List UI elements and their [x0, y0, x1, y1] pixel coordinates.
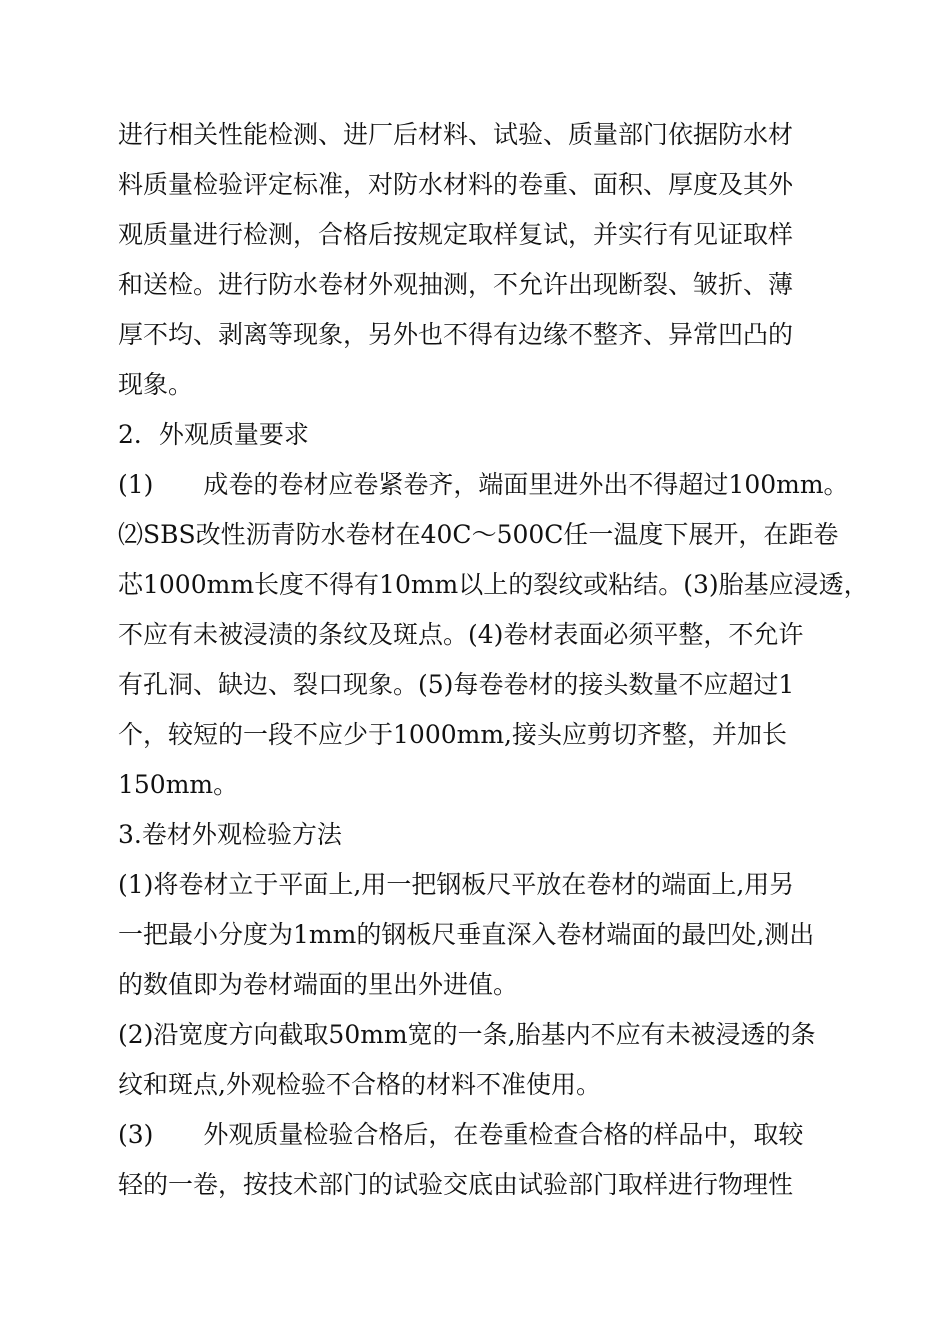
text-line: 不应有未被浸渍的条纹及斑点。(4)卷材表面必须平整，不允许 [118, 620, 804, 649]
text-line: 150mm。 [118, 770, 239, 799]
text-line: (3) 外观质量检验合格后，在卷重检查合格的样品中，取较 [118, 1120, 804, 1149]
text-line: 轻的一卷，按技术部门的试验交底由试验部门取样进行物理性 [118, 1170, 794, 1199]
text-line: 和送检。进行防水卷材外观抽测，不允许出现断裂、皱折、薄 [118, 270, 794, 299]
section-heading: 3.卷材外观检验方法 [118, 820, 342, 849]
text-line: 观质量进行检测，合格后按规定取样复试，并实行有见证取样 [118, 220, 794, 249]
text-line: 进行相关性能检测、进厂后材料、试验、质量部门依据防水材 [118, 120, 794, 149]
text-line: 纹和斑点,外观检验不合格的材料不准使用。 [118, 1070, 601, 1099]
text-line: (2)沿宽度方向截取50mm宽的一条,胎基内不应有未被浸透的条 [118, 1020, 816, 1049]
text-line: 一把最小分度为1mm的钢板尺垂直深入卷材端面的最凹处,测出 [118, 920, 815, 949]
text-line: ⑵SBS改性沥青防水卷材在40C〜500C任一温度下展开，在距卷 [118, 520, 839, 549]
document-body [118, 110, 869, 1210]
text-line: (1)将卷材立于平面上,用一把钢板尺平放在卷材的端面上,用另 [118, 870, 795, 899]
text-line: 料质量检验评定标准，对防水材料的卷重、面积、厚度及其外 [118, 170, 794, 199]
text-line: 的数值即为卷材端面的里出外进值。 [118, 970, 519, 999]
text-line: 现象。 [118, 370, 194, 399]
text-line: 有孔洞、缺边、裂口现象。(5)每卷卷材的接头数量不应超过1 [118, 670, 795, 699]
text-line: 个，较短的一段不应少于1000mm,接头应剪切齐整，并加长 [118, 720, 787, 749]
section-heading: 2．外观质量要求 [118, 420, 309, 449]
text-line: (1) 成卷的卷材应卷紧卷齐，端面里进外出不得超过100mm。 [118, 470, 849, 499]
text-line: 厚不均、剥离等现象，另外也不得有边缘不整齐、异常凹凸的 [118, 320, 794, 349]
text-line: 芯1000mm长度不得有10mm以上的裂纹或粘结。(3)胎基应浸透， [118, 570, 869, 599]
